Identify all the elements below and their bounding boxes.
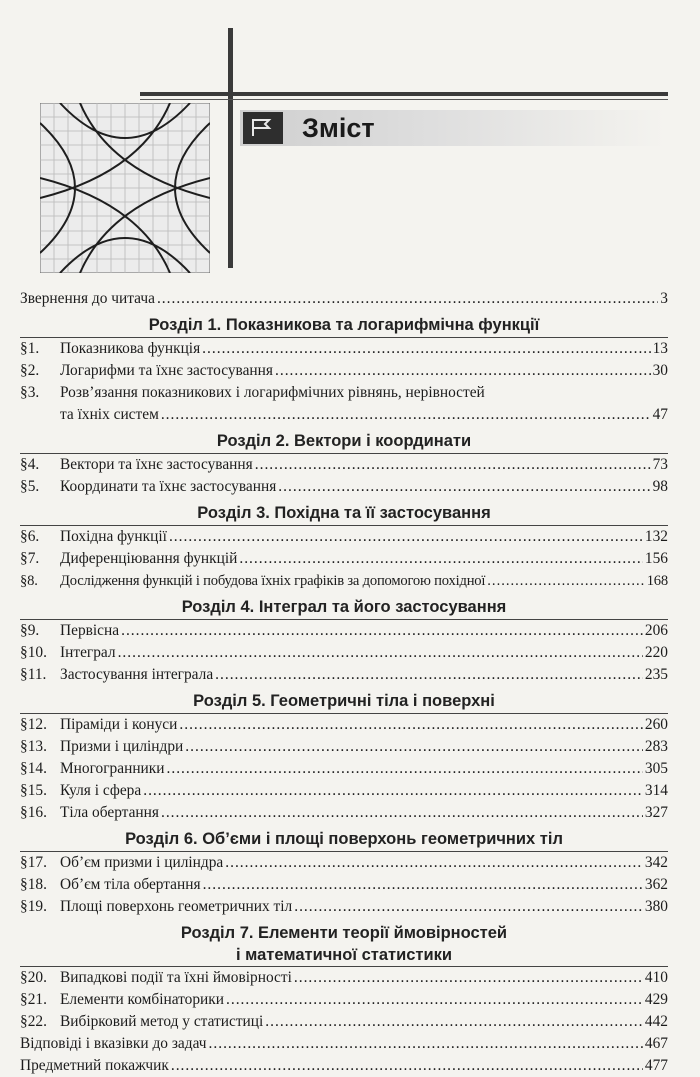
- entry-title: Випадкові події та їхні ймовірності: [60, 969, 292, 986]
- leader-dots: [202, 338, 650, 360]
- entry-number: §20.: [20, 969, 47, 986]
- toc-entry[interactable]: [20, 338, 668, 360]
- toc-entry[interactable]: [20, 454, 668, 476]
- toc-entry[interactable]: [20, 874, 668, 896]
- entry-page: 327: [644, 804, 668, 821]
- entry-page: 220: [644, 644, 668, 661]
- entry-page: 156: [644, 550, 668, 567]
- toc-entry[interactable]: [20, 802, 668, 824]
- toc-entry[interactable]: [20, 780, 668, 802]
- entry-title: Координати та їхнє застосування: [60, 478, 277, 495]
- entry-page: 47: [652, 406, 668, 423]
- leader-dots: [143, 780, 643, 802]
- entry-number: §15.: [20, 782, 47, 799]
- entry-number: §2.: [20, 362, 40, 379]
- entry-title: Вектори та їхнє застосування: [60, 456, 253, 473]
- entry-title-line1: Розв’язання показникових і логарифмічних рівнянь, нерівностей: [60, 384, 485, 401]
- entry-title: Відповіді і вказівки до задач: [20, 1035, 207, 1052]
- entry-title: Інтеграл: [60, 644, 116, 661]
- entry-title: Призми і циліндри: [60, 738, 184, 755]
- entry-page: 13: [652, 340, 668, 357]
- entry-page: 283: [644, 738, 668, 755]
- leader-dots: [167, 758, 643, 780]
- leader-dots: [226, 989, 643, 1011]
- leader-dots: [278, 476, 650, 498]
- section-heading: Розділ 6. Об’єми і площі поверхонь геометричних тіл: [125, 830, 563, 848]
- table-of-contents: [20, 288, 668, 1077]
- section-heading: Розділ 2. Вектори і координати: [216, 432, 472, 450]
- entry-title: Логарифми та їхнє застосування: [60, 362, 273, 379]
- leader-dots: [255, 454, 651, 476]
- toc-entry-answers[interactable]: [20, 1033, 668, 1055]
- entry-number: §13.: [20, 738, 47, 755]
- entry-title: Піраміди і конуси: [60, 716, 178, 733]
- horizontal-rule: [140, 92, 668, 96]
- leader-dots: [161, 404, 651, 426]
- horizontal-rule-thin: [140, 99, 668, 100]
- toc-entry[interactable]: [20, 548, 668, 570]
- entry-title: Тіла обертання: [60, 804, 159, 821]
- toc-entry[interactable]: [20, 852, 668, 874]
- leader-dots: [157, 288, 658, 310]
- entry-title: Площі поверхонь геометричних тіл: [60, 898, 293, 915]
- leader-dots: [179, 714, 643, 736]
- toc-entry[interactable]: [20, 967, 668, 989]
- entry-title-line2: та їхніх систем: [60, 406, 159, 423]
- entry-title: Дослідження функцій і побудова їхніх графіків за допомогою похідної: [60, 573, 486, 589]
- toc-entry[interactable]: [20, 664, 668, 686]
- entry-page: 206: [644, 622, 668, 639]
- toc-entry[interactable]: [20, 714, 668, 736]
- entry-page: 132: [644, 528, 668, 545]
- leader-dots: [203, 874, 643, 896]
- leader-dots: [215, 664, 643, 686]
- toc-entry[interactable]: [20, 736, 668, 758]
- entry-title: Похідна функції: [60, 528, 167, 545]
- flag-icon: [243, 112, 283, 144]
- section-heading: Розділ 1. Показникова та логарифмічна функції: [148, 316, 540, 334]
- entry-page: 314: [644, 782, 668, 799]
- entry-number: §7.: [20, 550, 40, 567]
- toc-entry[interactable]: [20, 620, 668, 642]
- toc-entry[interactable]: [20, 642, 668, 664]
- toc-entry[interactable]: [20, 758, 668, 780]
- section-heading: Розділ 4. Інтеграл та його застосування: [181, 598, 507, 616]
- entry-title: Предметний покажчик: [20, 1057, 169, 1074]
- leader-dots: [209, 1033, 643, 1055]
- entry-page: 3: [660, 290, 668, 307]
- entry-page: 477: [644, 1057, 668, 1074]
- toc-entry[interactable]: [20, 896, 668, 918]
- entry-number: §6.: [20, 528, 40, 545]
- entry-page: 30: [652, 362, 668, 379]
- leader-dots: [225, 852, 643, 874]
- entry-title: Вибірковий метод у статистиці: [60, 1013, 264, 1030]
- leader-dots: [487, 570, 644, 592]
- entry-title: Диференціювання функцій: [60, 550, 238, 567]
- toc-entry-intro[interactable]: [20, 288, 668, 310]
- entry-page: 362: [644, 876, 668, 893]
- entry-number: §16.: [20, 804, 47, 821]
- entry-number: §5.: [20, 478, 40, 495]
- entry-page: 410: [644, 969, 668, 986]
- entry-title: Об’єм тіла обертання: [60, 876, 201, 893]
- entry-page: 235: [644, 666, 668, 683]
- entry-number: §22.: [20, 1013, 47, 1030]
- entry-page: 73: [652, 456, 668, 473]
- toc-entry[interactable]: [20, 526, 668, 548]
- entry-title: Застосування інтеграла: [60, 666, 214, 683]
- section-heading: Розділ 3. Похідна та її застосування: [197, 504, 491, 522]
- toc-entry[interactable]: [20, 570, 668, 592]
- leader-dots: [118, 642, 643, 664]
- section-heading: Розділ 5. Геометричні тіла і поверхні: [193, 692, 495, 710]
- leader-dots: [121, 620, 643, 642]
- entry-title: Об’єм призми і циліндра: [60, 854, 224, 871]
- toc-entry[interactable]: [20, 1011, 668, 1033]
- entry-title: Показникова функція: [60, 340, 201, 357]
- toc-entry-multiline[interactable]: [20, 382, 668, 404]
- entry-page: 380: [644, 898, 668, 915]
- leader-dots: [294, 896, 643, 918]
- section-heading-line2: і математичної статистики: [235, 946, 453, 964]
- entry-number: §12.: [20, 716, 47, 733]
- entry-page: 305: [644, 760, 668, 777]
- entry-number: §9.: [20, 622, 40, 639]
- entry-page: 442: [644, 1013, 668, 1030]
- entry-number: §10.: [20, 644, 47, 661]
- leader-dots: [265, 1011, 643, 1033]
- entry-number: §17.: [20, 854, 47, 871]
- leader-dots: [161, 802, 643, 824]
- entry-page: 429: [644, 991, 668, 1008]
- entry-number: §19.: [20, 898, 47, 915]
- entry-page: 342: [644, 854, 668, 871]
- entry-page: 168: [646, 573, 668, 589]
- toc-entry-continuation[interactable]: [20, 404, 668, 426]
- hyperbola-graph-illustration: [40, 103, 210, 273]
- entry-number: §14.: [20, 760, 47, 777]
- leader-dots: [275, 360, 651, 382]
- toc-entry[interactable]: [20, 360, 668, 382]
- leader-dots: [171, 1055, 643, 1077]
- entry-number: §8.: [20, 573, 38, 589]
- section-heading: Розділ 7. Елементи теорії ймовірностей: [180, 924, 508, 942]
- entry-page: 260: [644, 716, 668, 733]
- entry-title: Елементи комбінаторики: [60, 991, 225, 1008]
- entry-number: §21.: [20, 991, 47, 1008]
- toc-entry-index[interactable]: [20, 1055, 668, 1077]
- page-title: Зміст: [302, 113, 375, 143]
- toc-entry[interactable]: [20, 989, 668, 1011]
- leader-dots: [294, 967, 643, 989]
- leader-dots: [169, 526, 643, 548]
- entry-number: §3.: [20, 384, 40, 401]
- vertical-rule: [228, 28, 233, 268]
- entry-number: §1.: [20, 340, 40, 357]
- entry-page: 98: [652, 478, 668, 495]
- toc-entry[interactable]: [20, 476, 668, 498]
- entry-number: §18.: [20, 876, 47, 893]
- entry-title: Звернення до читача: [20, 290, 155, 307]
- entry-title: Первісна: [60, 622, 120, 639]
- leader-dots: [239, 548, 643, 570]
- leader-dots: [185, 736, 643, 758]
- entry-page: 467: [644, 1035, 668, 1052]
- entry-number: §4.: [20, 456, 40, 473]
- entry-number: §11.: [20, 666, 47, 683]
- entry-title: Куля і сфера: [60, 782, 142, 799]
- entry-title: Многогранники: [60, 760, 165, 777]
